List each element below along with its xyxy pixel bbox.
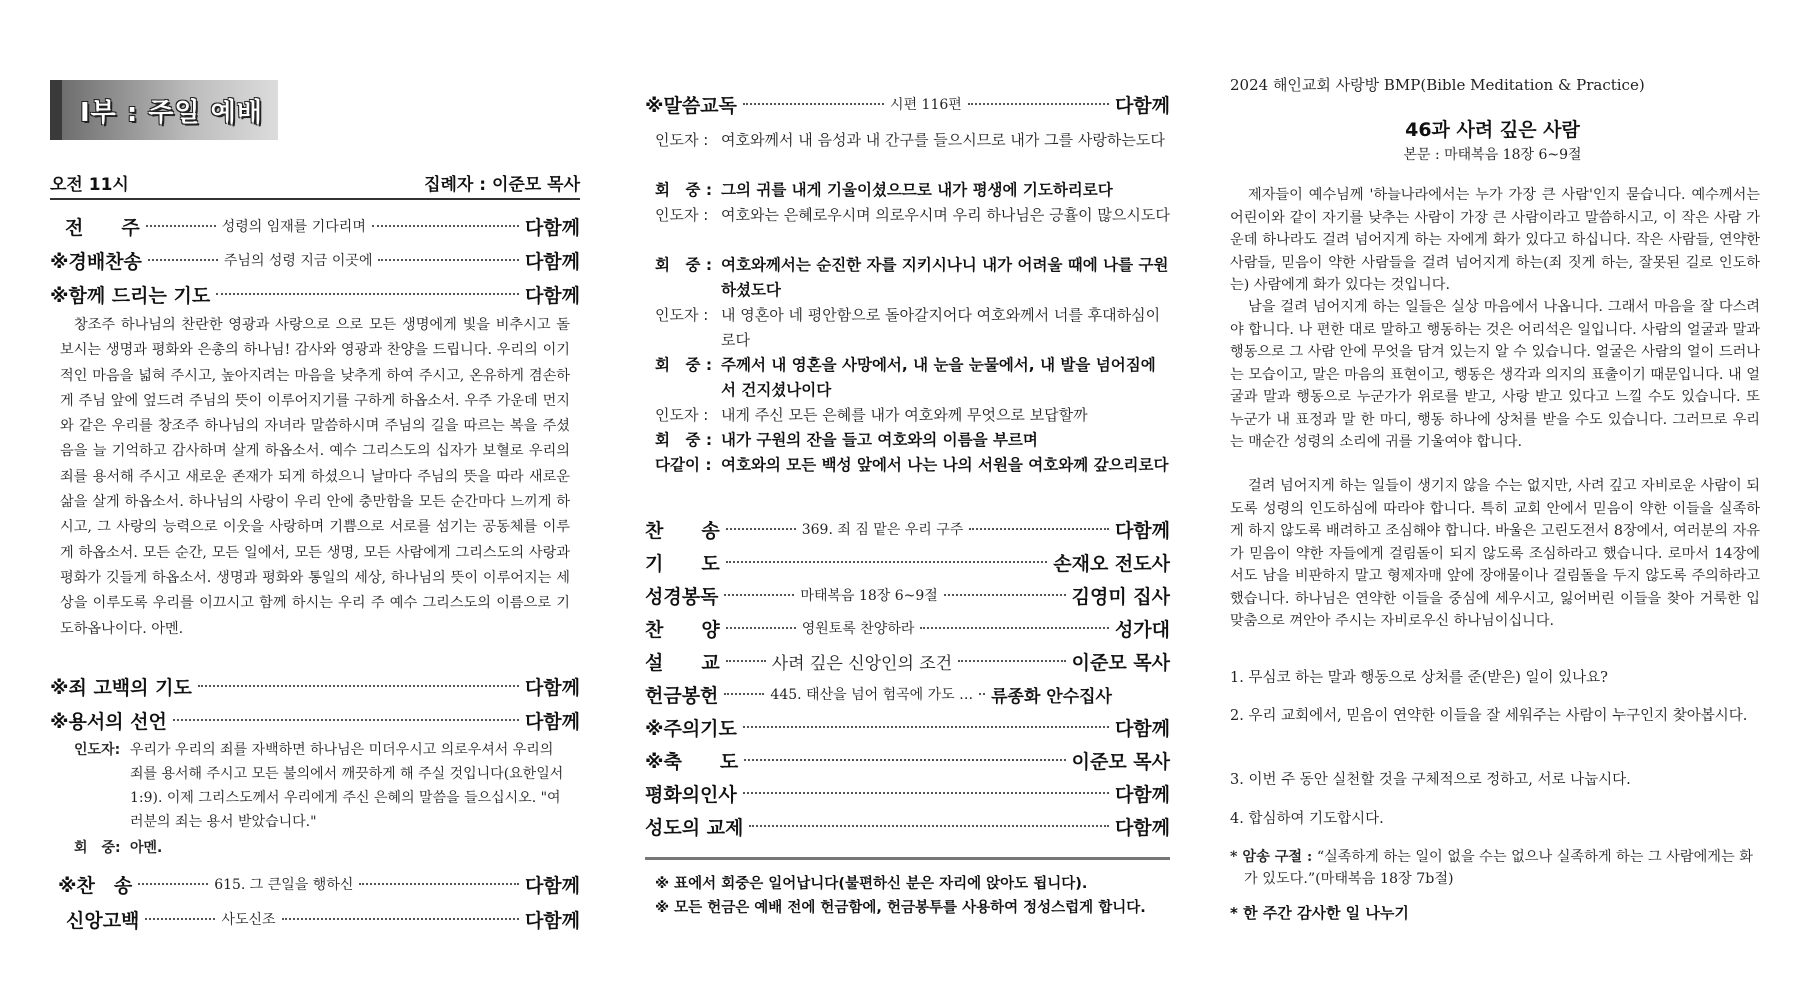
reading-line-people [655, 253, 1170, 303]
speaker-text: 여호와는 은혜로우시며 의로우시며 우리 하나님은 긍휼이 많으시도다 [721, 206, 1170, 224]
item-responsible: 다함께 [1114, 94, 1171, 117]
memory-verse [1230, 846, 1760, 890]
speaker-text: 여호와의 모든 백성 앞에서 나는 나의 서원을 여호와께 갚으리로다 [721, 456, 1169, 474]
item-responsible: 김영미 집사 [1071, 585, 1170, 608]
speaker-label: 회 중 : [655, 256, 713, 274]
leader-dots [743, 726, 1109, 728]
item-detail: 사도신조 [221, 912, 276, 928]
item-name: 성경봉독 [645, 585, 719, 608]
item-name: ※죄 고백의 기도 [50, 676, 192, 699]
item-detail: 445. 태산을 넘어 험곡에 가도 … [770, 687, 974, 703]
order-item-fellowship [645, 812, 1170, 840]
reading-line-people [655, 178, 1170, 203]
order-item-prelude [50, 212, 580, 240]
divider [645, 857, 1170, 860]
order-item-prayer [645, 548, 1170, 576]
speaker-label: 회 중: [74, 840, 121, 856]
item-responsible: 류종화 안수집사 [991, 686, 1112, 707]
leader-dots [944, 594, 1066, 596]
item-name: ※찬 송 [58, 874, 133, 897]
leader-dots [743, 103, 884, 105]
leader-dots [282, 918, 519, 920]
leader-dots [198, 685, 519, 687]
leader-dots [148, 259, 218, 261]
bmp-header: 2024 해인교회 사랑방 BMP(Bible Meditation & Practice) [1230, 76, 1645, 94]
meditation-paragraph: 남을 걸려 넘어지게 하는 일들은 실상 마음에서 나옵니다. 그래서 마음을 잘 다스려야 합니다. 나 편한 대로 말하고 행동하는 것은 어리석은 일입니다. 사람의 얼굴과 말과 행동으로 그 사람 안에 무엇을 담겨 있는지 알 수 있습니다. 얼굴은 사람의 얼이 드러나는 모습이고, 말은 마음의 표현이고, 행동은 생각과 의지의 표출이기 때문입니다. 내 얼굴과 말과 행동으로 누군가가 위로를 받고, 사랑 받고 있다고 느낄 수도 있습니다. 또 누군가 내 표정과 말 한 마디, 행동 하나에 상처를 받을 수도 있습니다. 그러므로 우리는 매순간 성령의 소리에 귀를 기울여야 합니다. [1230, 299, 1760, 450]
leader-dots [145, 918, 215, 920]
leader-dots [743, 792, 1109, 794]
item-name: 헌금봉헌 [645, 684, 719, 707]
meditation-paragraph: 제자들이 예수님께 '하늘나라에서는 누가 가장 큰 사람'인지 묻습니다. 예수께서는 어린이와 같이 자기를 낮추는 사람이 가장 큰 사람이라고 말씀하시고, 이 작은 사람 가운데 하나라도 걸려 넘어지게 하는 자에게 화가 있다고 하십니다. 작은 사람들, 연약한 사람들, 믿음이 약한 사람들을 걸려 넘어지게 하는(죄 짓게 하는, 잘못된 길로 인도하는) 사람에게 화가 있다는 것입니다. [1230, 187, 1760, 293]
item-name: ※주의기도 [645, 717, 737, 740]
order-item-hymn [50, 870, 580, 898]
memory-verse-text: “실족하게 하는 일이 없을 수는 없으나 실족하게 하는 그 사람에게는 화가 있도다.”(마태복음 18장 7b절) [1244, 849, 1753, 887]
order-item-creed [50, 905, 580, 933]
notice-standing: ※ 표에서 회중은 일어납니다(불편하신 분은 자리에 앉아도 됩니다). [655, 876, 1088, 892]
leader-dots [969, 528, 1109, 530]
order-item-hymn [645, 515, 1170, 543]
leader-dots [744, 759, 1065, 761]
order-item-lords-prayer [645, 713, 1170, 741]
order-item-absolution [50, 706, 580, 734]
section-title-banner [50, 80, 278, 140]
reading-line-leader [655, 203, 1170, 228]
leader-dots [979, 693, 985, 695]
leader-dots [726, 627, 796, 629]
item-name: 기 도 [645, 552, 720, 575]
meditation-paragraph: 걸려 넘어지게 하는 일들이 생기지 않을 수는 없지만, 사려 깊고 자비로운 사람이 되도록 성령의 인도하심에 따라야 합니다. 특히 교회 안에서 믿음이 약한 이들을 실족하게 하지 않도록 배려하고 조심해야 합니다. 바울은 고린도전서 8장에서, 여러분의 자유가 믿음이 약한 자들에게 걸림돌이 되지 않도록 조심하라고 했습니다. 로마서 14장에서도 남을 비판하지 말고 형제자매 앞에 장애물이나 걸림돌을 두지 않도록 주의하라고 했습니다. 하나님은 연약한 이들을 중심에 세우시고, 잃어버린 이들을 찾아 거룩한 입맞춤으로 껴안아 주시는 자비로우신 하나님이십니다. [1230, 478, 1760, 629]
leader-dots [216, 293, 519, 295]
absolution-people-line [74, 836, 564, 860]
speaker-text: 주께서 내 영혼을 사망에서, 내 눈을 눈물에서, 내 발을 넘어짐에서 건지셨나이다 [721, 356, 1156, 399]
item-responsible: 다함께 [1114, 783, 1170, 806]
leader-dots [359, 883, 519, 885]
order-item-common-prayer [50, 280, 580, 308]
speaker-label: 회 중 : [655, 356, 713, 374]
order-item-offering [645, 680, 1170, 708]
speaker-text: 내가 구원의 잔을 들고 여호와의 이름을 부르며 [721, 431, 1038, 449]
item-responsible: 이준모 목사 [1071, 750, 1170, 773]
order-item-responsive-reading [645, 90, 1170, 118]
item-name: 찬 송 [645, 519, 720, 542]
item-name: 신앙고백 [66, 909, 140, 932]
order-item-confession [50, 672, 580, 700]
leader-dots [726, 561, 1048, 563]
speaker-text: 우리가 우리의 죄를 자백하면 하나님은 미더우시고 의로우셔서 우리의 죄를 용서해 주시고 모든 불의에서 깨끗하게 해 주실 것입니다(요한일서 1:9). 이제 그리스도께서 우리에게 주신 은혜의 말씀을 들으십시오. "여러분의 죄는 용서 받았습니다." [130, 742, 564, 830]
item-responsible: 이준모 목사 [1071, 651, 1170, 674]
item-name: ※경배찬송 [50, 250, 142, 273]
item-name: 설 교 [645, 651, 720, 674]
leader-dots [726, 660, 766, 662]
order-item-anthem [645, 614, 1170, 642]
memory-verse-label: * 암송 구절 : [1230, 849, 1313, 865]
speaker-label: 인도자 : [655, 206, 709, 224]
leader-dots [958, 660, 1065, 662]
leader-dots [372, 225, 519, 227]
leader-dots [724, 594, 794, 596]
item-name: 성도의 교제 [645, 816, 744, 839]
section-title: I부 : 주일 예배 [80, 98, 263, 128]
item-detail: 영원토록 찬양하라 [801, 621, 915, 637]
leader-dots [378, 259, 518, 261]
service-leader: 집례자 : 이준모 목사 [424, 175, 580, 195]
order-item-benediction [645, 746, 1170, 774]
speaker-text: 여호와께서는 순진한 자를 지키시나니 내가 어려울 때에 나를 구원하셨도다 [721, 256, 1169, 299]
leader-dots [968, 103, 1109, 105]
order-item-scripture [645, 581, 1170, 609]
item-detail: 시편 116편 [890, 97, 962, 113]
reading-line-leader [655, 128, 1170, 153]
item-responsible: 다함께 [1114, 717, 1170, 740]
speaker-text: 그의 귀를 내게 기울이셨으므로 내가 평생에 기도하리로다 [721, 181, 1113, 199]
speaker-text: 내 영혼아 네 평안함으로 돌아갈지어다 여호와께서 너를 후대하심이로다 [721, 306, 1161, 349]
item-responsible: 다함께 [1114, 816, 1170, 839]
item-name: ※용서의 선언 [50, 710, 167, 733]
item-detail: 615. 그 큰일을 행하신 [214, 877, 354, 893]
leader-dots [173, 719, 519, 721]
item-name: ※말씀교독 [645, 94, 737, 117]
leader-dots [138, 883, 208, 885]
speaker-label: 인도자 : [655, 406, 709, 424]
speaker-label: 인도자 : [655, 306, 709, 324]
item-responsible: 다함께 [524, 909, 580, 932]
common-prayer-text: 창조주 하나님의 찬란한 영광과 사랑으로 으로 모든 생명에게 빛을 비추시고 돌보시는 생명과 평화와 은총의 하나님! 감사와 영광과 찬양을 드립니다. 우리의 이기적인 마음을 넓혀 주시고, 높아지려는 마음을 낮추게 하여 주시고, 온유하게 겸손하게 주님 앞에 엎드려 주님의 뜻이 이루어지기를 구하게 하옵소서. 우주 가운데 먼지와 같은 우리를 창조주 하나님의 자녀라 말씀하시며 주님의 길을 따르는 복을 주셨음을 늘 기억하고 감사하며 살게 하옵소서. 예수 그리스도의 십자가 보혈로 우리의 죄를 용서해 주시고 새로운 존재가 되게 하셨으니 날마다 주님의 뜻을 따라 새로운 삶을 살게 하옵소서. 하나님의 사랑이 우리 안에 충만함을 모든 순간마다 느끼게 하시고, 그 사랑의 능력으로 이웃을 사랑하며 기쁨으로 서로를 섬기는 공동체를 이루게 하옵소서. 모든 순간, 모든 일에서, 모든 생명, 모든 사람에게 그리스도의 사랑과 평화가 깃들게 하옵소서. 생명과 평화와 통일의 세상, 하나님의 뜻이 이루어지는 세상을 이루도록 우리를 이끄시고 함께 하시는 우리 주 예수 그리스도의 이름으로 기도하옵나이다. 아멘. [60, 317, 570, 637]
leader-dots [146, 225, 216, 227]
item-detail: 마태복음 18장 6~9절 [800, 588, 938, 604]
order-item-praise-hymn [50, 246, 580, 274]
order-item-sermon [645, 647, 1170, 675]
discussion-question: 4. 합심하여 기도합시다. [1230, 811, 1384, 827]
lesson-title: 46과 사려 깊은 사람 [1405, 119, 1580, 141]
item-name: 평화의인사 [645, 783, 737, 806]
speaker-label: 다같이 : [655, 456, 712, 474]
speaker-label: 회 중 : [655, 181, 713, 199]
closing-activity: * 한 주간 감사한 일 나누기 [1230, 904, 1409, 922]
item-detail: 369. 죄 짐 맡은 우리 구주 [801, 522, 964, 538]
leader-dots [726, 528, 796, 530]
reading-line-people [655, 353, 1170, 403]
item-detail: 사려 깊은 신앙인의 조건 [771, 653, 953, 674]
discussion-question: 1. 무심코 하는 말과 행동으로 상처를 준(받은) 일이 있나요? [1230, 670, 1608, 686]
item-name: 전 주 [65, 216, 140, 239]
leader-dots [724, 693, 764, 695]
service-time: 오전 11시 [50, 175, 129, 195]
item-responsible: 다함께 [524, 216, 580, 239]
reading-line-leader [655, 403, 1170, 428]
item-responsible: 다함께 [524, 710, 580, 733]
item-responsible: 다함께 [524, 250, 580, 273]
item-responsible: 다함께 [524, 676, 580, 699]
item-responsible: 성가대 [1114, 618, 1170, 641]
absolution-leader-line [74, 738, 564, 834]
lesson-scripture: 본문 : 마태복음 18장 6~9절 [1403, 147, 1582, 163]
speaker-label: 회 중 : [655, 431, 713, 449]
discussion-question: 2. 우리 교회에서, 믿음이 연약한 이들을 잘 세워주는 사람이 누구인지 찾아봅시다. [1230, 708, 1748, 724]
item-responsible: 다함께 [524, 874, 580, 897]
discussion-question: 3. 이번 주 동안 실천할 것을 구체적으로 정하고, 서로 나눕시다. [1230, 772, 1631, 788]
reading-line-leader [655, 303, 1170, 353]
notice-offering: ※ 모든 헌금은 예배 전에 헌금함에, 헌금봉투를 사용하여 정성스럽게 합니다. [655, 900, 1146, 916]
leader-dots [749, 825, 1109, 827]
item-detail: 성령의 임재를 기다리며 [221, 219, 366, 235]
item-detail: 주님의 성령 지금 이곳에 [223, 253, 373, 269]
reading-line-people [655, 428, 1170, 453]
item-name: ※함께 드리는 기도 [50, 284, 211, 307]
item-responsible: 다함께 [1114, 519, 1170, 542]
item-name: 찬 양 [645, 618, 720, 641]
reading-line-all [655, 453, 1170, 478]
divider [50, 198, 580, 200]
speaker-label: 인도자 : [655, 131, 709, 149]
speaker-text: 내게 주신 모든 은혜를 내가 여호와께 무엇으로 보답할까 [721, 406, 1088, 424]
item-responsible: 손재오 전도사 [1053, 552, 1170, 575]
item-name: ※축 도 [645, 750, 739, 773]
item-responsible: 다함께 [524, 284, 580, 307]
speaker-text: 여호와께서 내 음성과 내 간구를 들으시므로 내가 그를 사랑하는도다 [721, 131, 1165, 149]
speaker-label: 인도자: [74, 742, 121, 758]
leader-dots [920, 627, 1109, 629]
speaker-text: 아멘. [130, 840, 163, 856]
order-item-passing-peace [645, 779, 1170, 807]
